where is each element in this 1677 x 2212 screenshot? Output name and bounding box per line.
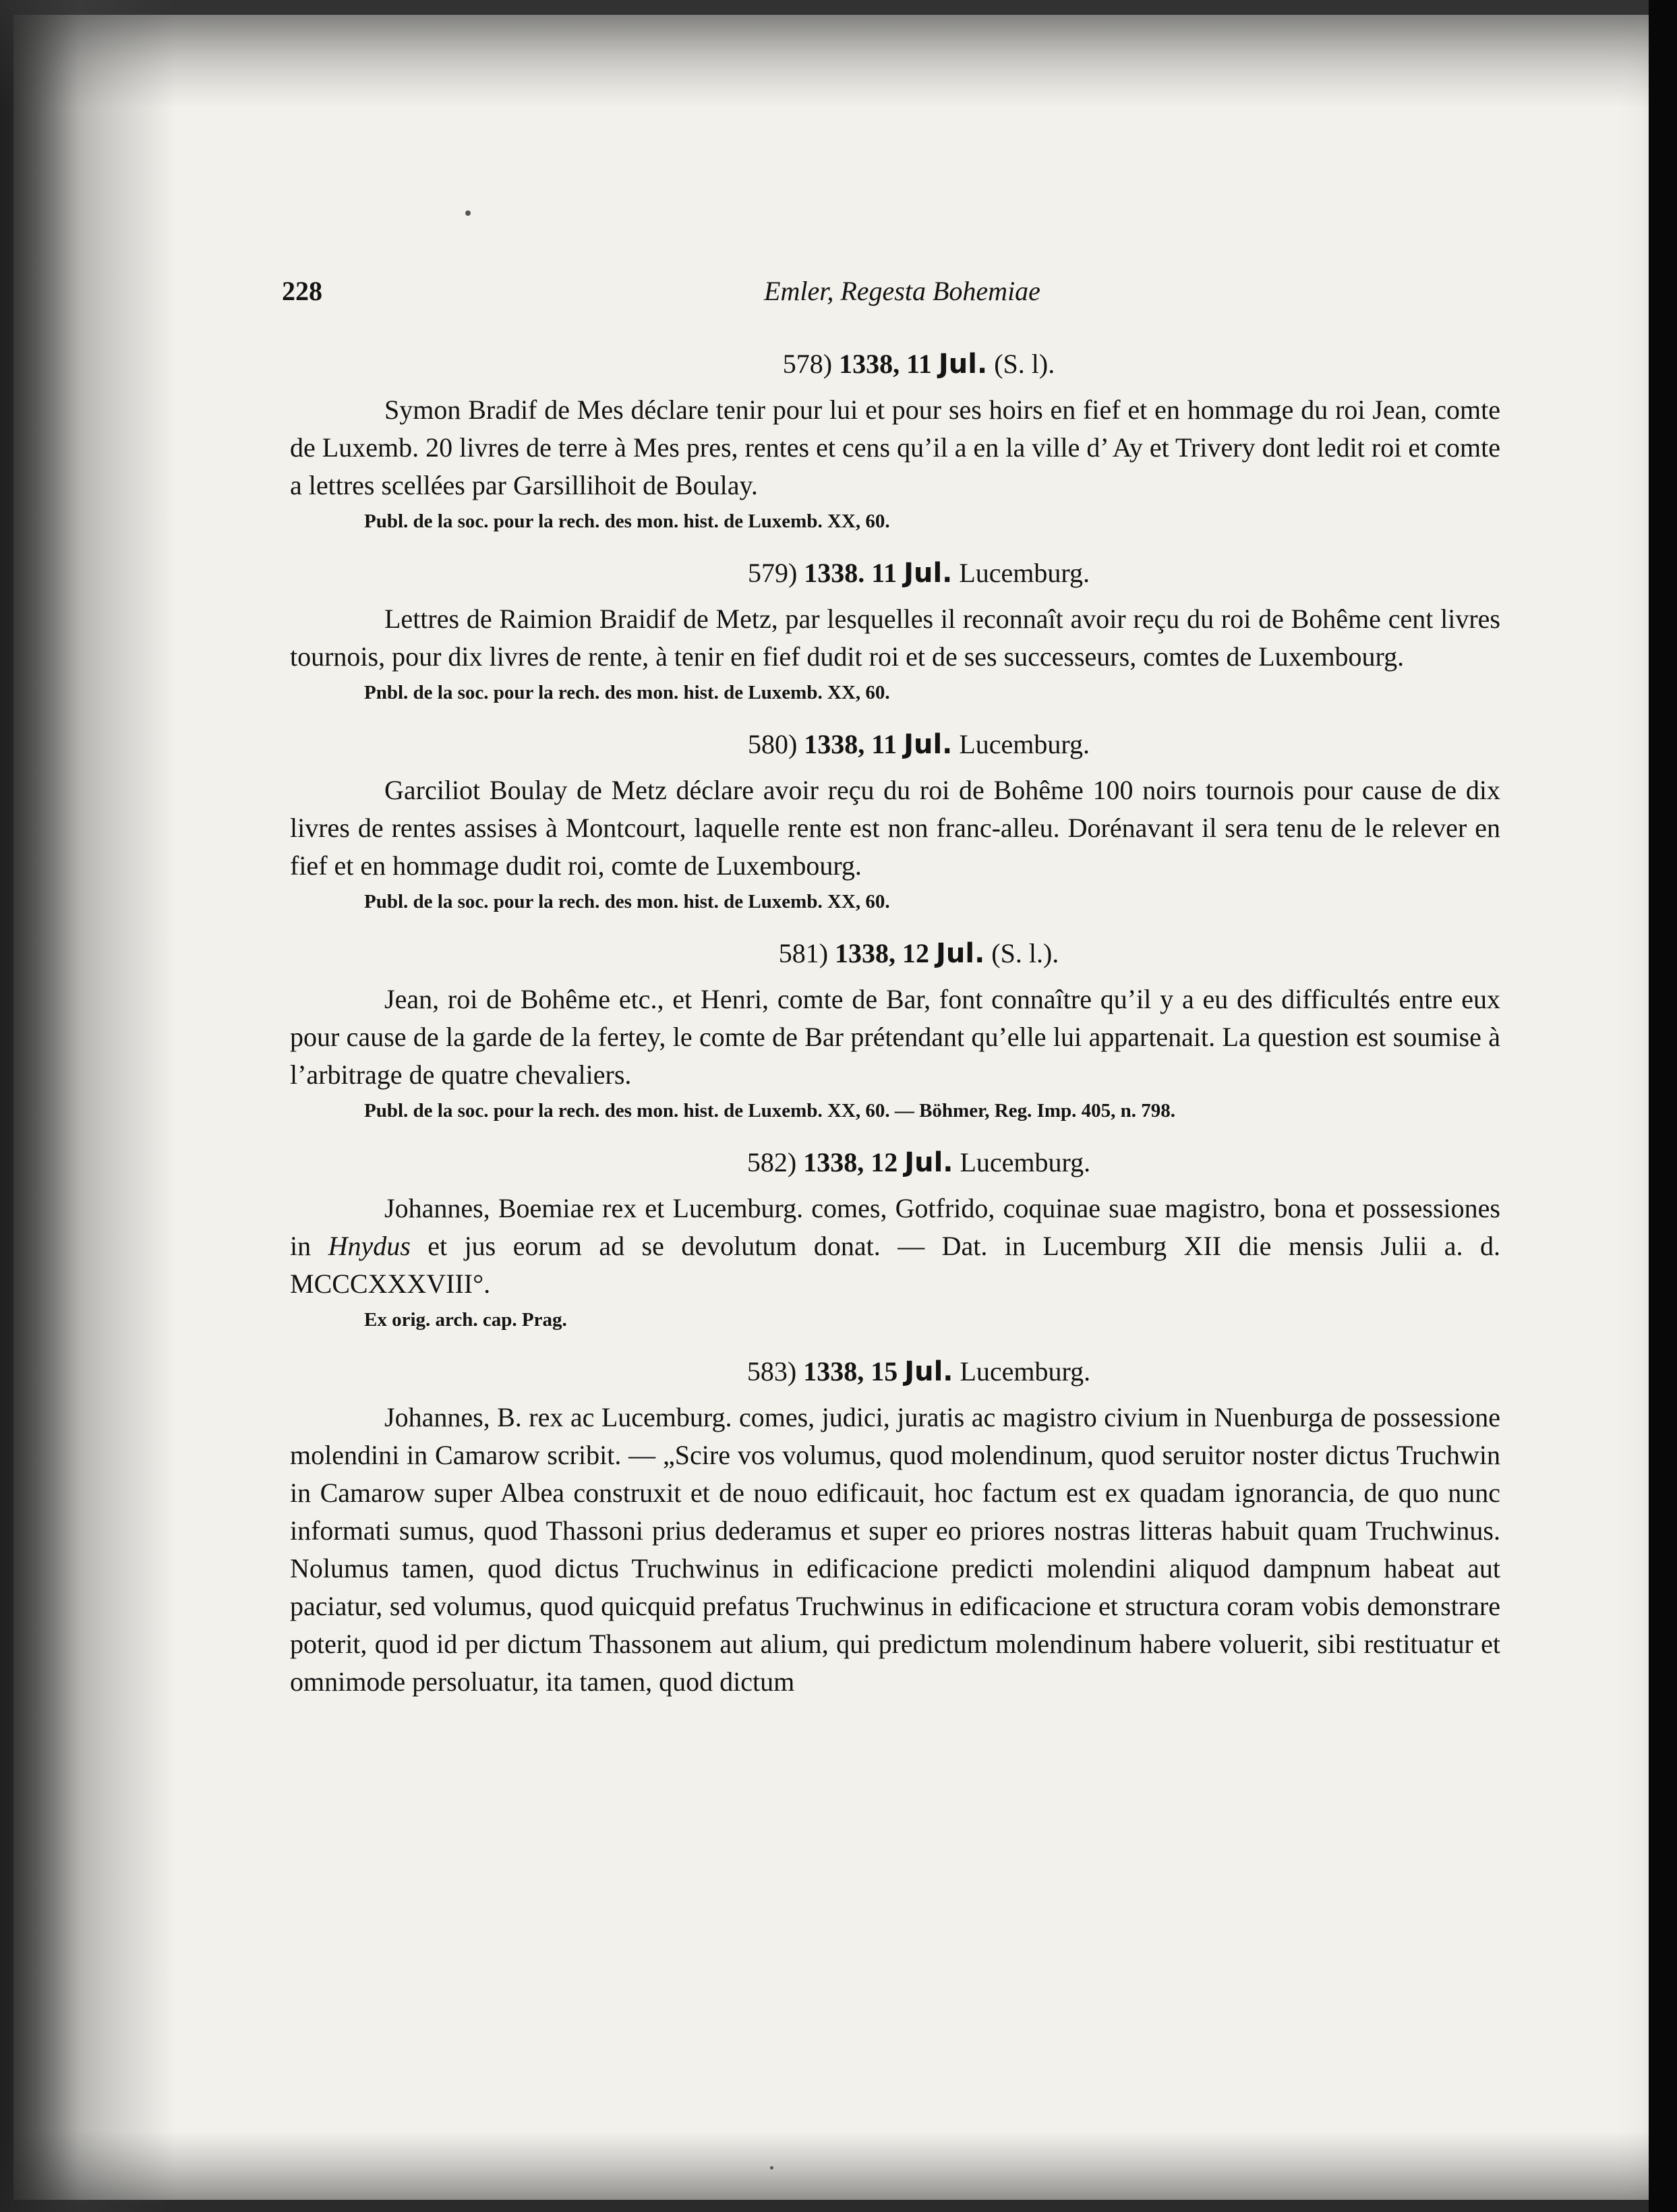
entry-place: Lucemburg. — [960, 1356, 1091, 1387]
entry-number: 578) — [782, 349, 833, 379]
ink-speck — [465, 210, 471, 216]
entry-heading — [290, 554, 1500, 592]
entry-text-part: Johannes, Boemiae rex et Lucemburg. comes, Gotfrido, coquinae suae magistro, bona et possessiones in — [290, 1193, 1500, 1261]
entry-text: Lettres de Raimion Braidif de Metz, par lesquelles il reconnaît avoir reçu du roi de Bohême cent livres tournois, pour dix livres de rente, à tenir en fief dudit roi et de ses successeurs, comtes de Luxembourg. — [290, 604, 1500, 672]
scan-shadow-bottom — [0, 2131, 1677, 2212]
entry-text: Jean, roi de Bohême etc., et Henri, comte de Bar, font connaître qu’il y a eu des difficultés entre eux pour cause de la garde de la fertey, le comte de Bar prétendant qu’elle lui appartenait. La question est soumise à l’arbitrage de quatre chevaliers. — [290, 984, 1500, 1090]
entry-text-italic: Hnydus — [328, 1231, 411, 1261]
entry-month: Jul. — [904, 558, 953, 589]
entry-source: Ex orig. arch. cap. Prag. — [364, 1309, 567, 1331]
entry-582 — [290, 1144, 1500, 1334]
entry-number: 581) — [778, 938, 829, 968]
entry-place: (S. l.). — [991, 938, 1059, 968]
entry-text: Garciliot Boulay de Metz déclare avoir reçu du roi de Bohême 100 noirs tournois pour cause de dix livres de rentes assises à Montcourt, laquelle rente est non franc-alleu. Dorénavant il sera tenu de le relever en fief et en hommage dudit roi, comte de Luxembourg. — [290, 775, 1500, 881]
entry-place: Lucemburg. — [959, 729, 1090, 759]
scan-shadow-top — [0, 0, 1677, 108]
entry-583 — [290, 1353, 1500, 1701]
entry-date: 1338, 11 — [839, 349, 932, 379]
entry-heading — [290, 1144, 1500, 1182]
entry-place: (S. l). — [994, 349, 1055, 379]
page-header — [282, 275, 1482, 316]
entry-date: 1338, 12 — [803, 1147, 898, 1177]
entry-number: 582) — [746, 1147, 797, 1177]
entry-month: Jul. — [938, 349, 988, 380]
entry-place: Lucemburg. — [960, 1147, 1091, 1177]
entry-heading — [290, 1353, 1500, 1391]
entry-text-part: et jus eorum ad se devolutum donat. — Dat. in Lucemburg XII die mensis Julii a. d. MCCCXXXVIII°. — [290, 1231, 1500, 1299]
entry-source: Pnbl. de la soc. pour la rech. des mon. hist. de Luxemb. XX, 60. — [364, 682, 890, 703]
entry-578 — [290, 345, 1500, 535]
entry-month: Jul. — [904, 729, 953, 760]
entry-text — [290, 1190, 1500, 1303]
entry-heading — [290, 345, 1500, 383]
entry-date: 1338, 15 — [803, 1356, 898, 1387]
entry-heading — [290, 935, 1500, 972]
entry-580 — [290, 726, 1500, 916]
page-number: 228 — [282, 276, 322, 306]
regesta-entries — [290, 345, 1500, 1720]
entry-581 — [290, 935, 1500, 1125]
entry-text: Symon Bradif de Mes déclare tenir pour lui et pour ses hoirs en fief et en hommage du roi Jean, comte de Luxemb. 20 livres de terre à Mes pres, rentes et cens qu’il a en la ville d’ Ay et Trivery dont ledit roi et comte a lettres scellées par Garsillihoit de Boulay. — [290, 395, 1500, 500]
ink-speck — [770, 2166, 773, 2170]
entry-source: Publ. de la soc. pour la rech. des mon. hist. de Luxemb. XX, 60. — Böhmer, Reg. Imp. 405, n. 798. — [364, 1100, 1176, 1122]
entry-number: 580) — [747, 729, 798, 759]
entry-date: 1338. 11 — [804, 558, 898, 588]
entry-month: Jul. — [904, 1356, 953, 1387]
entry-date: 1338, 11 — [804, 729, 898, 759]
scan-shadow-left — [0, 0, 175, 2212]
entry-heading — [290, 726, 1500, 763]
entry-month: Jul. — [936, 938, 985, 969]
entry-month: Jul. — [904, 1147, 953, 1178]
entry-text: Johannes, B. rex ac Lucemburg. comes, judici, juratis ac magistro civium in Nuenburga de possessione molendini in Camarow scribit. — „Scire vos volumus, quod molendinum, quod seruitor noster dictus Truchwin in Camarow super Albea construxit et de nouo edificauit, hoc factum est ex quadam ignorancia, de quo nunc informati sumus, quod Thassoni prius dederamus et super eo priores nostras litteras habuit quam Truchwinus. Nolumus tamen, quod dictus Truchwinus in edificacione predicti molendini aliquod dampnum habeat aut paciatur, sed volumus, quod quicquid prefatus Truchwinus in edificacione et structura coram vobis demonstrare poterit, quod id per dictum Thassonem aut alium, qui predictum molendinum habere voluerit, sibi restituatur et omnimode persoluatur, ita tamen, quod dictum — [290, 1402, 1500, 1697]
running-title: Emler, Regesta Bohemiae — [764, 276, 1040, 306]
entry-date: 1338, 12 — [835, 938, 930, 968]
entry-number: 583) — [746, 1356, 797, 1387]
entry-number: 579) — [747, 558, 798, 588]
entry-place: Lucemburg. — [959, 558, 1090, 588]
entry-source: Publ. de la soc. pour la rech. des mon. hist. de Luxemb. XX, 60. — [364, 511, 890, 532]
scan-edge-right — [1649, 0, 1677, 2212]
entry-579 — [290, 554, 1500, 707]
entry-source: Publ. de la soc. pour la rech. des mon. hist. de Luxemb. XX, 60. — [364, 891, 890, 912]
